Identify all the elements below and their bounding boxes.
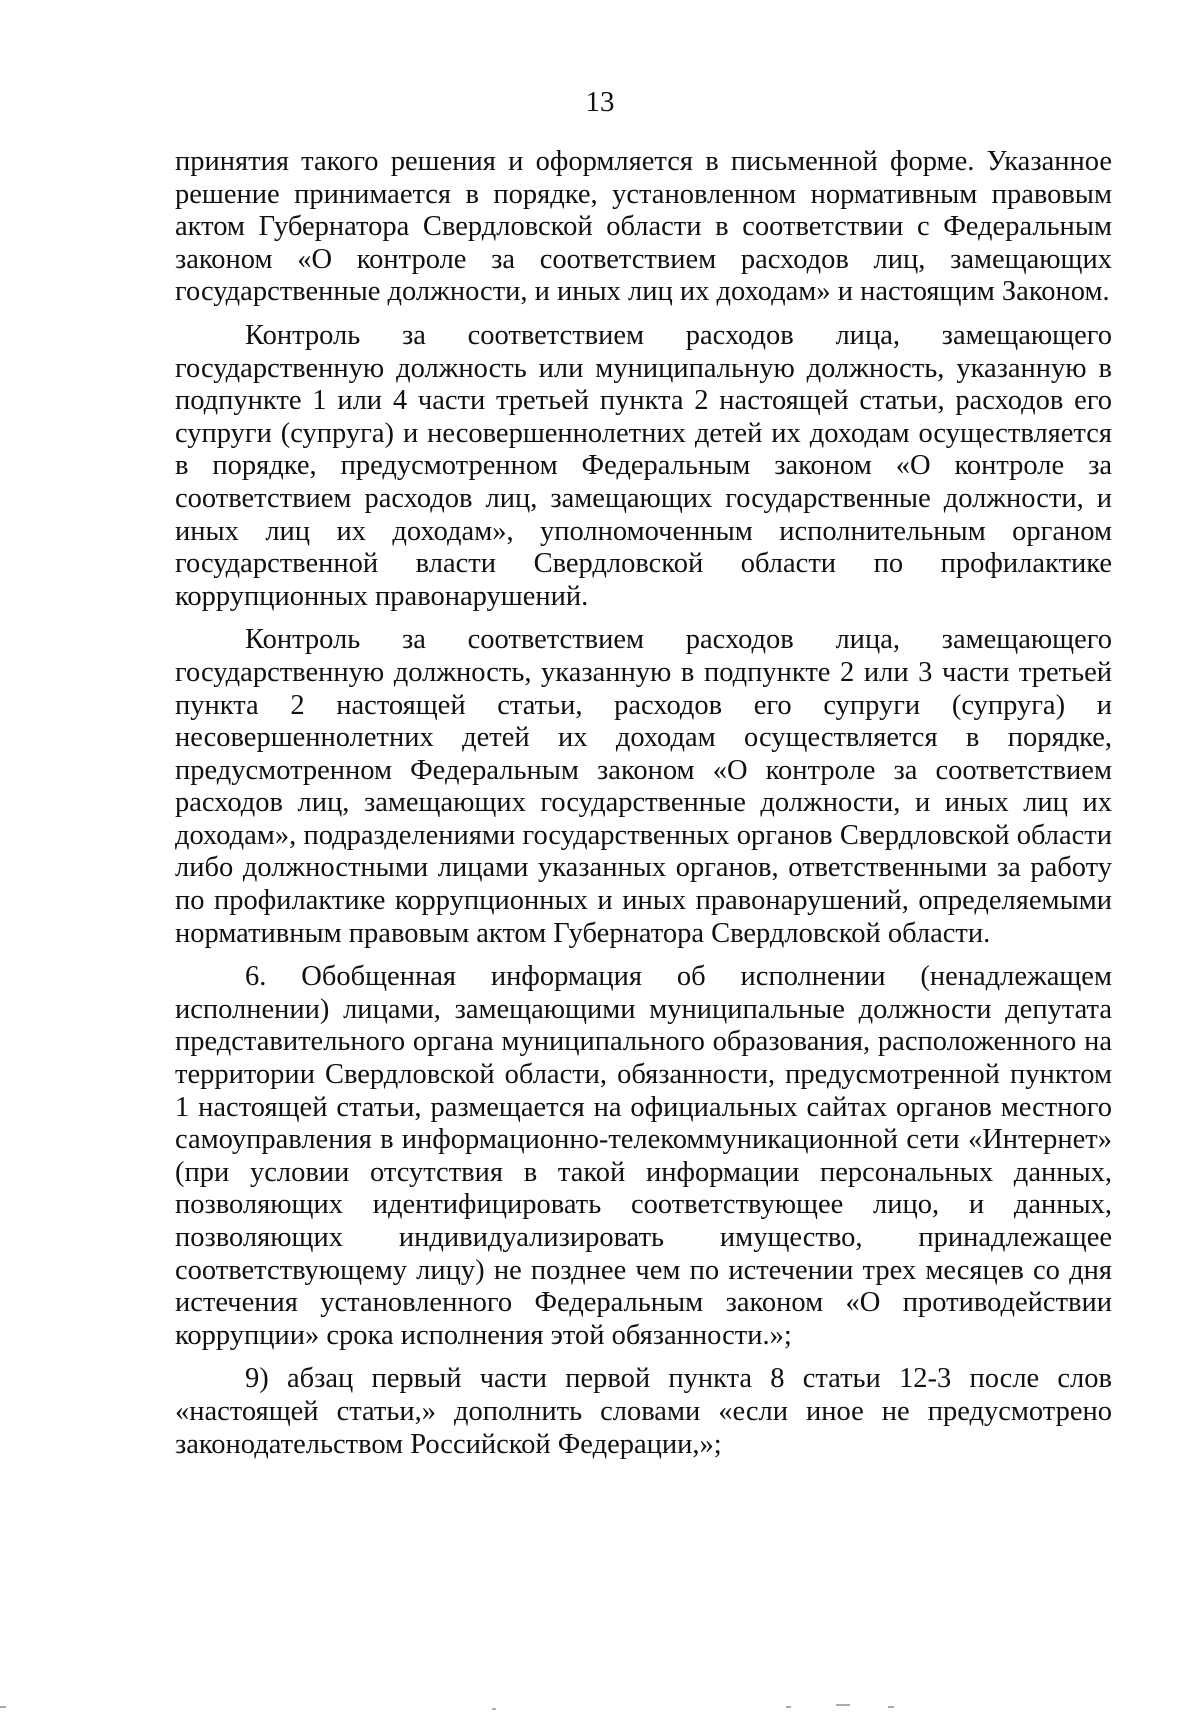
page-number: 13: [585, 86, 615, 118]
scan-artifact: [786, 1706, 791, 1708]
paragraph-item-9: 9) абзац первый части первой пункта 8 статьи 12-3 после слов «настоящей статьи,» дополнить словами «если иное не предусмотрено законодательством Российской Федерации,»;: [175, 1363, 1112, 1460]
scan-artifact: [836, 1704, 850, 1706]
paragraph-item-6: 6. Обобщенная информация об исполнении (ненадлежащем исполнении) лицами, замещающими муниципальные должности депутата представительного органа муниципального образования, расположенного на территории Свердловской области, обязанности, предусмотренной пунктом 1 настоящей статьи, размещается на официальных сайтах органов местного самоуправления в информационно-телекоммуникационной сети «Интернет» (при условии отсутствия в такой информации персональных данных, позволяющих идентифицировать соответствующее лицо, и данных, позволяющих индивидуализировать имущество, принадлежащее соответствующему лицу) не позднее чем по истечении трех месяцев со дня истечения установленного Федеральным законом «О противодействии коррупции» срока исполнения этой обязанности.»;: [175, 961, 1112, 1351]
paragraph-continuation: принятия такого решения и оформляется в письменной форме. Указанное решение принимается в порядке, установленном нормативным правовым актом Губернатора Свердловской области в соответствии с Федеральным законом «О контроле за соответствием расходов лиц, замещающих государственные должности, и иных лиц их доходам» и настоящим Законом.: [175, 146, 1112, 308]
scan-artifact: [0, 1706, 6, 1708]
document-body: [175, 146, 1112, 1472]
scan-artifact: [888, 1706, 894, 1708]
scan-artifact: [492, 1708, 496, 1710]
paragraph-control-state-bodies: Контроль за соответствием расходов лица, замещающего государственную должность, указанную в подпункте 2 или 3 части третьей пункта 2 настоящей статьи, расходов его супруги (супруга) и несовершеннолетних детей их доходам осуществляется в порядке, предусмотренном Федеральным законом «О контроле за соответствием расходов лиц, замещающих государственные должности, и иных лиц их доходам», подразделениями государственных органов Свердловской области либо должностными лицами указанных органов, ответственными за работу по профилактике коррупционных и иных правонарушений, определяемыми нормативным правовым актом Губернатора Свердловской области.: [175, 624, 1112, 949]
paragraph-control-governor-officials: Контроль за соответствием расходов лица, замещающего государственную должность или муниципальную должность, указанную в подпункте 1 или 4 части третьей пункта 2 настоящей статьи, расходов его супруги (супруга) и несовершеннолетних детей их доходам осуществляется в порядке, предусмотренном Федеральным законом «О контроле за соответствием расходов лиц, замещающих государственные должности, и иных лиц их доходам», уполномоченным исполнительным органом государственной власти Свердловской области по профилактике коррупционных правонарушений.: [175, 319, 1112, 612]
